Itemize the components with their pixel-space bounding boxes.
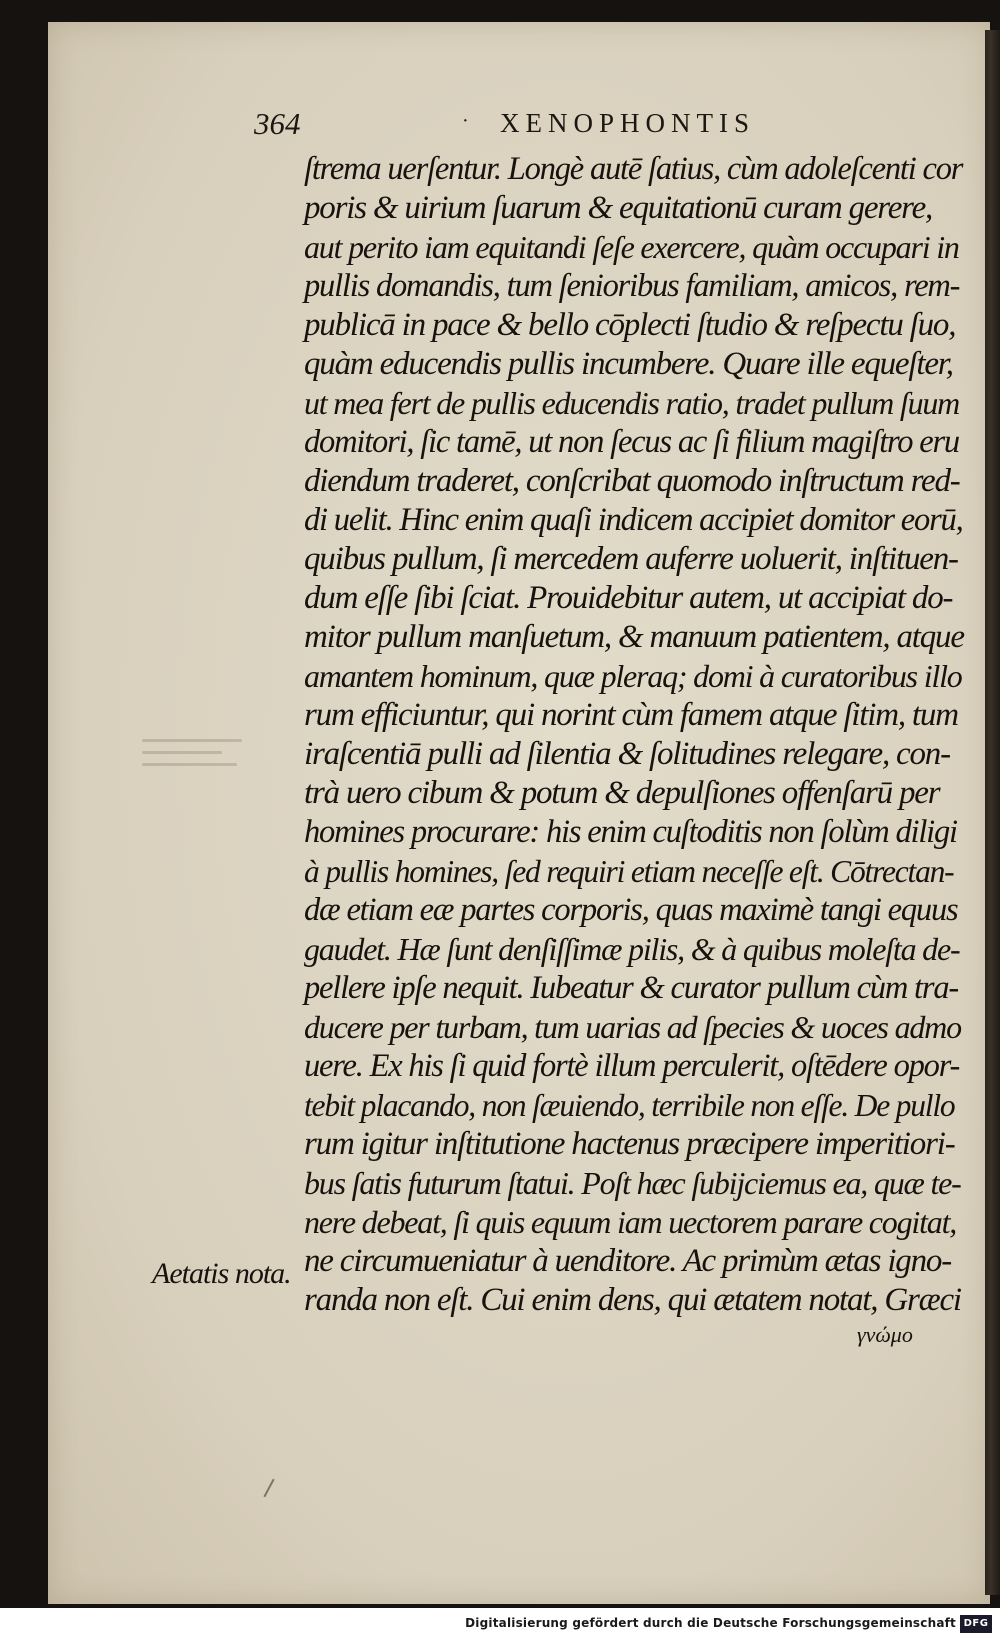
text-line: randa non eſt. Cui enim dens, qui ætatem notat, Græci (304, 1282, 961, 1318)
text-line: gaudet. Hæ ſunt denſiſſimæ pilis, & à quibus moleſta de- (304, 931, 960, 967)
text-line: tebit placando, non ſæuiendo, terribile non eſſe. De pullo (304, 1088, 955, 1123)
page-number: 364 (254, 106, 301, 141)
book-edge (985, 30, 1000, 1595)
page-header (250, 92, 790, 141)
text-line: diendum traderet, conſcribat quomodo inſtructum red- (304, 463, 960, 499)
catchword: γνώμο (857, 1322, 913, 1347)
digitization-footer (0, 1608, 1000, 1642)
text-line: uere. Ex his ſi quid fortè illum perculerit, oſtēdere opor- (304, 1048, 960, 1084)
text-line: iraſcentiā pulli ad ſilentia & ſolitudines relegare, con- (304, 736, 950, 772)
text-line: amantem hominum, quæ pleraq; domi à curatoribus illo (304, 658, 962, 694)
text-line: publicā in pace & bello cōplecti ſtudio & reſpectu ſuo, (304, 307, 956, 343)
text-line: dæ etiam eæ partes corporis, quas maximè tangi equus (304, 892, 958, 928)
text-line: homines procurare: his enim cuſtoditis non ſolùm diligi (304, 814, 957, 850)
running-head: XENOPHONTIS (500, 108, 755, 138)
margin-note: Aetatis nota. (152, 1257, 291, 1290)
text-line: aut perito iam equitandi ſeſe exercere, quàm occupari in (304, 229, 959, 265)
text-line: domitori, ſic tamē, ut non ſecus ac ſi filium magiſtro eru (304, 424, 959, 460)
text-line: di uelit. Hinc enim quaſi indicem accipiet domitor eorū, (304, 502, 963, 538)
text-line: quàm educendis pullis incumbere. Quare ille equeſter, (304, 346, 953, 382)
text-line: poris & uirium ſuarum & equitationū curam gerere, (304, 190, 933, 226)
text-line: à pullis homines, ſed requiri etiam neceſſe eſt. Cōtrectan- (304, 854, 954, 889)
text-line: pullis domandis, tum ſenioribus familiam, amicos, rem- (304, 268, 960, 304)
dfg-logo-icon: DFG (960, 1615, 992, 1633)
text-line: rum igitur inſtitutione hactenus præcipere imperitiori- (304, 1126, 955, 1162)
text-line: quibus pullum, ſi mercedem auferre uoluerit, inſtituen- (304, 541, 958, 577)
header-separator: · (462, 110, 469, 132)
text-line: rum efficiuntur, qui norint cùm famem atque ſitim, tum (304, 697, 958, 733)
footer-credit: Digitalisierung gefördert durch die Deutsche Forschungsgemeinschaft (465, 1616, 956, 1630)
bleed-through-marks (142, 730, 252, 780)
text-line: bus ſatis futurum ſtatui. Poſt hæc ſubijciemus ea, quæ te- (304, 1165, 961, 1201)
text-line: ne circumueniatur à uenditore. Ac primùm ætas igno- (304, 1243, 951, 1279)
text-line: ſtrema uerſentur. Longè autē ſatius, cùm adoleſcenti cor (304, 151, 963, 187)
text-line: nere debeat, ſi quis equum iam uectorem parare cogitat, (304, 1204, 957, 1240)
text-line: dum eſſe ſibi ſciat. Prouidebitur autem, ut accipiat do- (304, 580, 953, 616)
text-line: pellere ipſe nequit. Iubeatur & curator pullum cùm tra- (304, 970, 958, 1006)
text-line: mitor pullum manſuetum, & manuum patientem, atque (304, 619, 964, 655)
text-line: ducere per turbam, tum uarias ad ſpecies & uoces admo (304, 1009, 961, 1045)
text-line: trà uero cibum & potum & depulſiones offenſarū per (304, 775, 940, 811)
text-line: ut mea fert de pullis educendis ratio, tradet pullum ſuum (304, 385, 960, 421)
body-text (304, 150, 964, 1320)
